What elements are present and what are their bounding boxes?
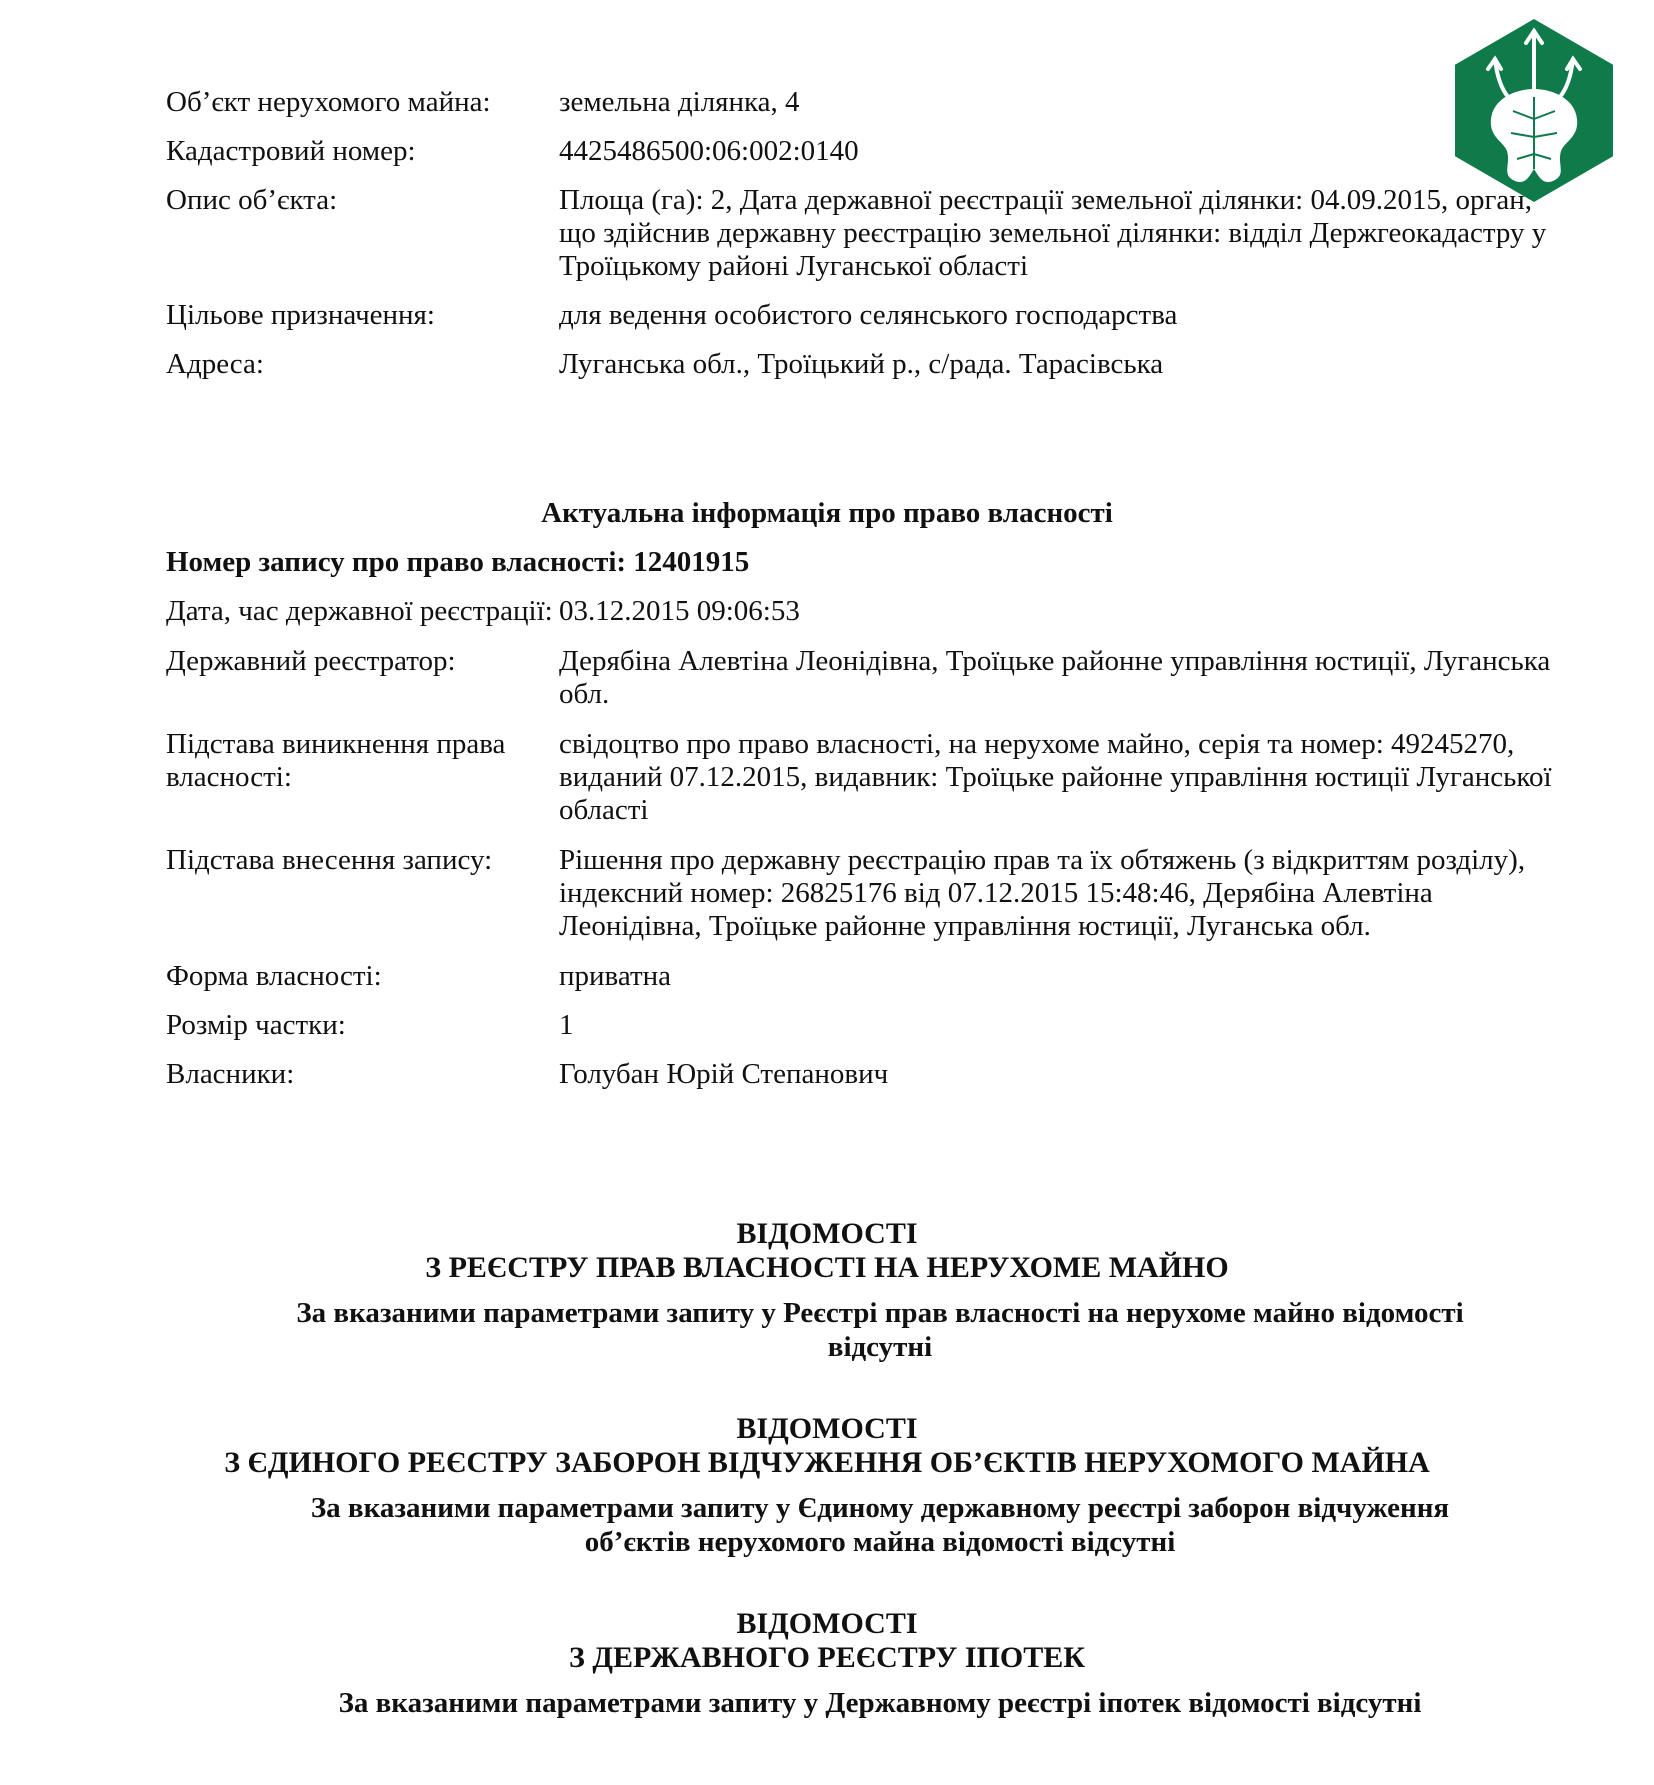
entry-basis-label: Підстава внесення запису: xyxy=(166,844,493,876)
address-value: Луганська обл., Троїцький р., с/рада. Тарасівська xyxy=(559,348,1164,380)
block-title-line: ВІДОМОСТІ xyxy=(736,1412,918,1445)
basis-value: свідоцтво про право власності, на нерухоме майно, серія та номер: 49245270, виданий 07.12.2015, видавник: Троїцьке районне управління юстиції Луганської області xyxy=(559,728,1552,826)
description-value: Площа (га): 2, Дата державної реєстрації земельної ділянки: 04.09.2015, орган, що здійснив державну реєстрацію земельної ділянки: відділ Держгеокадастру у Троїцькому районі Луганської області xyxy=(559,184,1547,282)
ownership-heading: Актуальна інформація про право власності xyxy=(541,497,1113,529)
object-value: земельна ділянка, 4 xyxy=(559,86,800,118)
block-note-line: За вказаними параметрами запиту у Реєстрі прав власності на нерухоме майно відомості xyxy=(296,1297,1464,1329)
registrar-value: Дерябіна Алевтіна Леонідівна, Троїцьке районне управління юстиції, Луганська обл. xyxy=(559,645,1551,710)
reg-date-row xyxy=(166,595,1566,628)
cadastral-row xyxy=(166,135,1566,168)
block-title-rights xyxy=(0,1217,1654,1285)
registrar-label: Державний реєстратор: xyxy=(166,645,456,677)
description-label: Опис об’єкта: xyxy=(166,184,338,216)
block-note-mortgages xyxy=(180,1686,1580,1720)
property-info xyxy=(166,86,1566,381)
share-row xyxy=(166,1009,1566,1042)
block-title-mortgages xyxy=(0,1607,1654,1675)
owners-value: Голубан Юрій Степанович xyxy=(559,1058,889,1090)
block-note-prohibitions xyxy=(180,1491,1580,1559)
cadastral-value: 4425486500:06:002:0140 xyxy=(559,135,859,167)
share-value: 1 xyxy=(559,1009,574,1041)
block-note-line: За вказаними параметрами запиту у Єдиному державному реєстрі заборон відчуження xyxy=(310,1492,1450,1524)
form-label: Форма власності: xyxy=(166,960,382,992)
purpose-value: для ведення особистого селянського господарства xyxy=(559,299,1178,331)
form-row xyxy=(166,960,1566,993)
purpose-label: Цільове призначення: xyxy=(166,299,435,331)
record-number: Номер запису про право власності: 12401915 xyxy=(166,546,750,578)
block-note-line: За вказаними параметрами запиту у Державному реєстрі іпотек відомості відсутні xyxy=(338,1687,1422,1719)
block-title-line: ВІДОМОСТІ xyxy=(736,1607,918,1640)
block-title-prohibitions xyxy=(0,1412,1654,1480)
block-title-line: ВІДОМОСТІ xyxy=(736,1217,918,1250)
registrar-row xyxy=(166,645,1566,711)
owners-row xyxy=(166,1058,1566,1091)
address-row xyxy=(166,348,1566,381)
block-note-rights xyxy=(180,1296,1580,1364)
purpose-row xyxy=(166,299,1566,332)
basis-label: Підстава виникнення права власності: xyxy=(166,728,506,793)
block-note-line: об’єктів нерухомого майна відомості відсутні xyxy=(584,1526,1176,1558)
entry-basis-value: Рішення про державну реєстрацію прав та їх обтяжень (з відкриттям розділу), індексний номер: 26825176 від 07.12.2015 15:48:46, Дерябіна Алевтіна Леонідівна, Троїцьке районне управління юстиції, Луганська обл. xyxy=(559,844,1526,942)
owners-label: Власники: xyxy=(166,1058,295,1090)
reg-date-value: 03.12.2015 09:06:53 xyxy=(559,595,800,627)
block-title-line: З ДЕРЖАВНОГО РЕЄСТРУ ІПОТЕК xyxy=(568,1641,1085,1674)
cadastral-label: Кадастровий номер: xyxy=(166,135,416,167)
address-label: Адреса: xyxy=(166,348,264,380)
block-title-line: З ЄДИНОГО РЕЄСТРУ ЗАБОРОН ВІДЧУЖЕННЯ ОБ’ЄКТІВ НЕРУХОМОГО МАЙНА xyxy=(224,1446,1430,1479)
description-row xyxy=(166,184,1566,283)
basis-row xyxy=(166,728,1566,827)
ownership-info xyxy=(166,595,1566,1091)
entry-basis-row xyxy=(166,844,1566,943)
form-value: приватна xyxy=(559,960,672,992)
object-row xyxy=(166,86,1566,119)
object-label: Об’єкт нерухомого майна: xyxy=(166,86,491,118)
reg-date-label: Дата, час державної реєстрації: xyxy=(166,595,553,627)
block-note-line: відсутні xyxy=(827,1331,933,1363)
share-label: Розмір частки: xyxy=(166,1009,346,1041)
block-title-line: З РЕЄСТРУ ПРАВ ВЛАСНОСТІ НА НЕРУХОМЕ МАЙНО xyxy=(425,1251,1229,1284)
